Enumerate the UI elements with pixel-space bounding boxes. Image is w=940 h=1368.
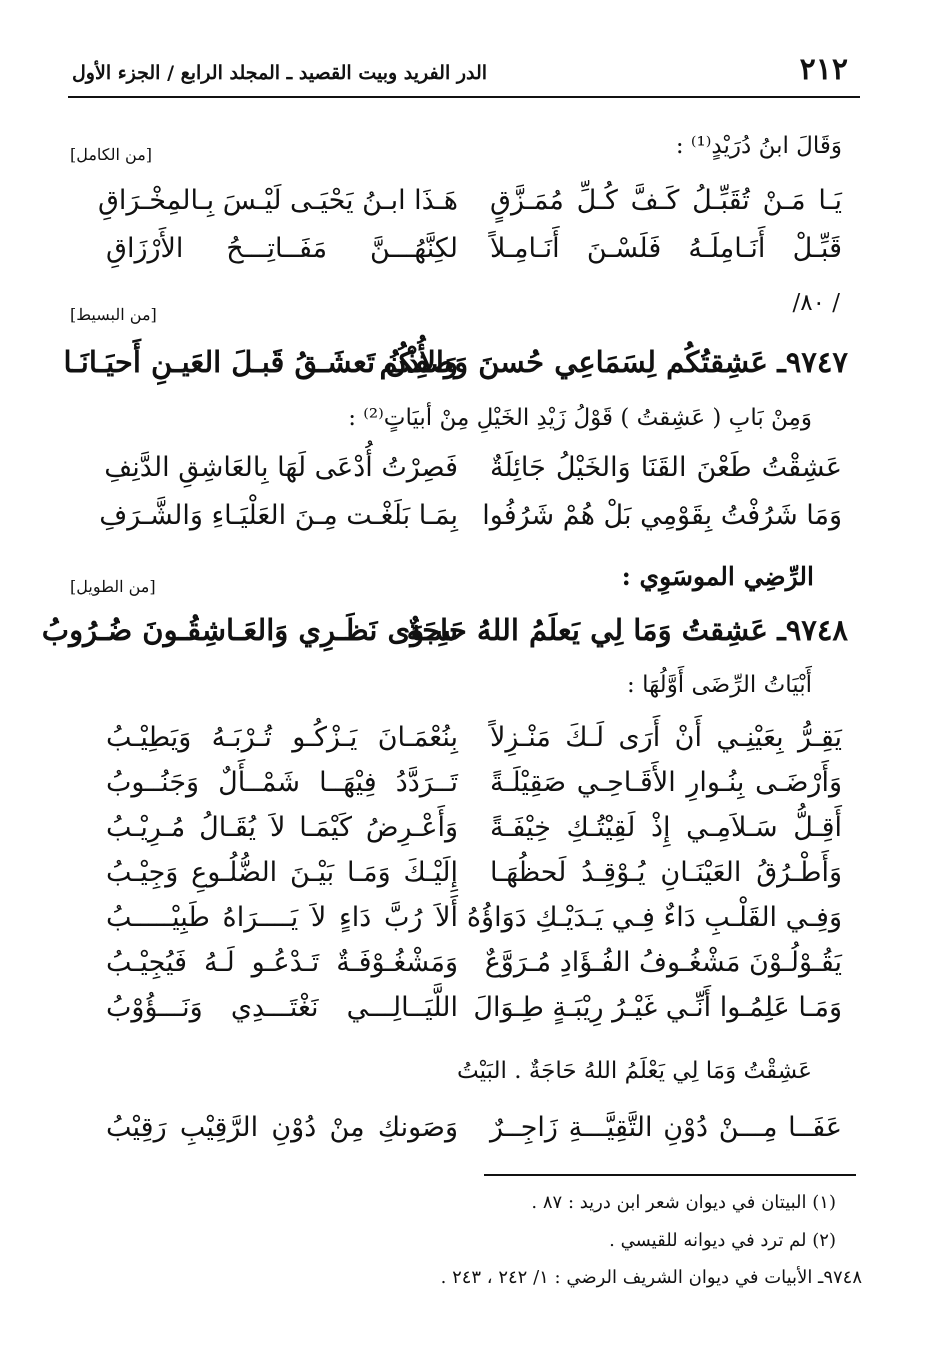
verse-hemistich-second: اللَّيَــالِـــي نَغْتَـــدِي وَنَـــؤُوْبُ <box>106 992 458 1023</box>
verse-hemistich-second: إِلَيْـكَ وَمَـا بَيْـنَ الضُّلُـوعِ وَجِيْـبُ <box>106 857 458 888</box>
verse-hemistich-first: عَفَــا مِـــنْ دُوْنِ التَّقِيَّـــةِ زَاجِــرٌ <box>490 1112 842 1143</box>
verse-hemistich-first: وَمَـا عَلِمُـوا أَنِّـي غَيْـرُ رِيْبَـةٍ طِـوَالَ <box>473 992 842 1023</box>
verse-hemistich-second: لكِنَّهُـــنَّ مَفَــاتِـــحُ الأَرْزَاقِ <box>106 233 458 264</box>
verse-hemistich-second: وَالأُذْنُ تَعشَـقُ قَبـلَ العَيـنِ أَحيَـانَـا <box>63 345 458 379</box>
verse-hemistich-first: وَفِـي القَلْـبِ دَاءٌ فِـي يَـدَيْـكِ دَوَاؤُهُ <box>466 902 842 933</box>
verse-hemistich-second: وَصَونكِ مِنْ دُوْنِ الرَّقِيْبِ رَقِيْبُ <box>106 1112 458 1143</box>
header-rule <box>68 96 860 98</box>
verse-hemistich-second: بِمَـا بَلَغْـت مِـنَ العَلْيَـاءِ وَالشَّـرَفِ <box>99 500 458 531</box>
verse-hemistich-first: عَشِقتُكُم لِسَمَاعِي حُسنَ وَصفِكُم <box>379 345 768 379</box>
intro-poem: أَبْيَاتُ الرِّضَى أَوَّلُهَا : <box>627 672 812 698</box>
verse-hemistich-second: أَلاَ رُبَّ دَاءٍ لاَ يَــــرَاهُ طَبِيْـــــبُ <box>106 902 458 933</box>
verse-hemistich-first: يَـا مَـنْ تُقَبِّـلُ كَـفَّ كُـلِّ مُمَـزَّقٍ <box>490 185 842 216</box>
verse-hemistich-second: هَـذَا ابـنُ يَحْيَـى لَيْـسَ بِـالمِخْـرَاقِ <box>97 185 458 216</box>
verse-hemistich-first: يَقُـوْلُـوْنَ مَشْغُـوفُ الفُـؤَادِ مُـرَوَّعٌ <box>484 947 842 978</box>
verse-hemistich-second: وَأَعْـرِضُ كَيْمَـا لاَ يُقَـالُ مُـرِيْـبُ <box>106 812 458 843</box>
intro-ibn-durayd: وَقَالَ ابنُ دُرَيْدٍ⁽¹⁾ : <box>675 133 842 159</box>
verse-hemistich-first: وَأَطْـرُقُ العَيْنَـانِ يُـوْقِـدُ لَحظُهَـا <box>490 857 842 888</box>
meter-label-tawil: [من الطويل] <box>70 577 156 596</box>
verse-hemistich-first: يَقِـرُّ بِعَيْنِـي أَنْ أَرَى لَـكَ مَنْـزِلاً <box>490 722 842 753</box>
footnote-9748: ٩٧٤٨ـ الأبيات في ديوان الشريف الرضي : ١/ ٢٤٢ ، ٢٤٣ . <box>440 1267 862 1288</box>
verse-hemistich-second: بِنُعْمَـانَ يَـزْكُـو تُـرْبَـهُ وَيَطِيْـبُ <box>106 722 458 753</box>
verse-hemistich-first: عَشِقْتُ طَعْنَ القَنَا وَالخَيْلُ جَائِلَةٌ <box>490 452 842 483</box>
entry-number: ٩٧٤٨ـ <box>777 613 848 647</box>
footnote-2: (٢) لم ترد في ديوانه للقيسي . <box>609 1230 836 1251</box>
verse-hemistich-first: وَأَرْضَـى بِنُـوارِ الأَقَـاحِـي صَقِيْلَـةً <box>490 767 842 798</box>
verse-hemistich-first: وَمَا شَرُفْتُ بِقَوْمِي بَلْ هُمْ شَرُفُوا <box>482 500 842 531</box>
footnote-1: (١) البيتان في ديوان شعر ابن دريد : ٨٧ . <box>531 1192 836 1213</box>
meter-label-kamil: [من الكامل] <box>70 145 153 164</box>
page-number: ٢١٢ <box>799 52 848 87</box>
verse-hemistich-second: سِـوَى نَظَـرِي وَالعَـاشِقُـونَ ضُـرُوبُ <box>41 613 458 647</box>
verse-hemistich-first: قَبِّـلْ أَنَـامِلَـهُ فَلَسْـنَ أَنَـامِـلاً <box>490 233 842 264</box>
meter-label-basit: [من البسيط] <box>70 305 157 324</box>
poet-name: الرِّضِي الموسَوِي : <box>621 562 814 591</box>
verse-hemistich-second: فَصِرْتُ أُدْعَى لَهَا بِالعَاشِقِ الدَّنِفِ <box>104 452 458 483</box>
verse-hemistich-second: تَــرَدَّدُ فِيْهَــا شَمْــأَلٌ وَجَنُــوبُ <box>106 767 458 798</box>
verse-hemistich-first: عَشِقتُ وَمَا لِي يَعلَمُ اللهُ حَاجَةٌ <box>406 613 768 647</box>
verse-hemistich-first: أَقِـلُّ سَـلاَمِـي إِذْ لَقِيْتُـكِ خِيْفَـةً <box>490 812 842 843</box>
verse-hemistich-second: وَمَشْغُـوْفَـةٌ تَـدْعُـو لَـهُ فَيُجِيْـبُ <box>106 947 458 978</box>
folio-reference: / ٨٠/ <box>792 290 840 316</box>
intro-zayd-alkhayl: وَمِنْ بَابِ ( عَشِقتُ ) قَوْلُ زَيْدِ الخَيْلِ مِنْ أبيَاتٍ⁽²⁾ : <box>348 405 812 431</box>
entry-number: ٩٧٤٧ـ <box>777 345 848 379</box>
footnote-rule <box>484 1174 856 1176</box>
repeated-verse-note: عَشِقْتُ وَمَا لِي يَعْلَمُ اللهُ حَاجَةٌ . البَيْتُ <box>457 1058 812 1084</box>
running-title: الدر الفريد وبيت القصيد ـ المجلد الرابع / الجزء الأول <box>72 62 488 84</box>
